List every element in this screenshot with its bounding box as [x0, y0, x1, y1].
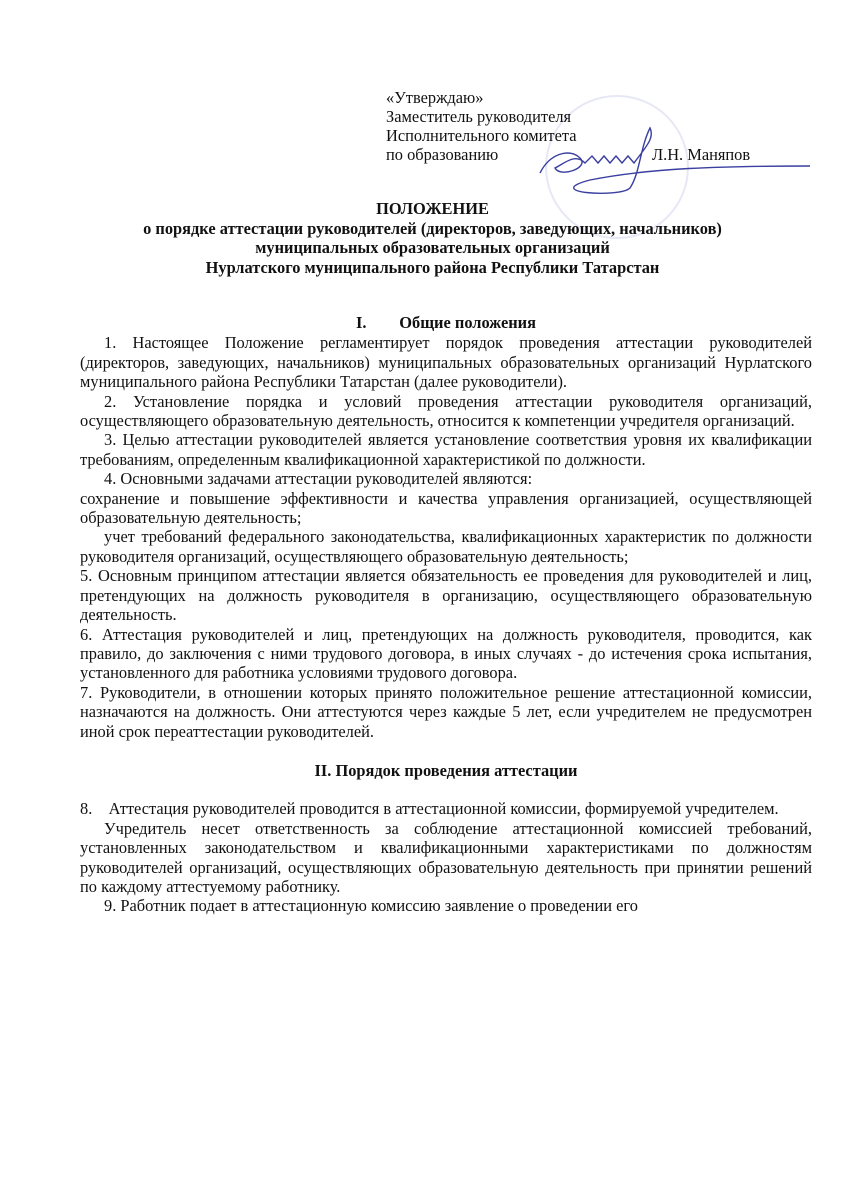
- title-heading: ПОЛОЖЕНИЕ: [376, 199, 489, 218]
- document-title: [0, 199, 865, 277]
- approval-line: по образованию: [386, 145, 499, 164]
- section-heading: II. Порядок проведения аттестации: [314, 760, 578, 780]
- section-heading: I. Общие положения: [356, 313, 536, 332]
- approval-line: «Утверждаю»: [386, 88, 484, 107]
- title-line: о порядке аттестации руководителей (директоров, заведующих, начальников): [143, 218, 722, 238]
- paragraph: 1. Настоящее Положение регламентирует порядок проведения аттестации руководителей (директоров, заведующих, начальников) муниципальных образовательных организаций Нурлатского муниципального района Республики Татарстан (далее руководители).: [80, 333, 812, 392]
- paragraph: 6. Аттестация руководителей и лиц, претендующих на должность руководителя, проводится, как правило, до заключения с ними трудового договора, в иных случаях - до истечения срока испытания, установленного для работника условиями трудового договора.: [80, 624, 812, 683]
- approval-line: Исполнительного комитета: [386, 126, 577, 145]
- paragraph: 4. Основными задачами аттестации руководителей являются:: [104, 469, 533, 489]
- paragraph: сохранение и повышение эффективности и качества управления организацией, осуществляющей образовательную деятельность;: [80, 488, 812, 528]
- paragraph: Учредитель несет ответственность за соблюдение аттестационной комиссией требований, установленных законодательством и квалификационными характеристиками по должностям руководителей организаций, осуществляющих образовательную деятельность при принятии решений по каждому аттестуемому работнику.: [80, 818, 812, 896]
- signatory-name: Л.Н. Маняпов: [652, 145, 751, 164]
- approval-line: Заместитель руководителя: [386, 107, 572, 126]
- paragraph: 7. Руководители, в отношении которых принято положительное решение аттестационной комиссии, назначаются на должность. Они аттестуются через каждые 5 лет, если учредителем не предусмотрен иной срок переаттестации руководителей.: [80, 682, 812, 741]
- paragraph: 8. Аттестация руководителей проводится в аттестационной комиссии, формируемой учредителем.: [80, 799, 779, 819]
- title-line: Нурлатского муниципального района Республики Татарстан: [205, 257, 660, 277]
- paragraph: 2. Установление порядка и условий проведения аттестации руководителя организаций, осуществляющего образовательную деятельность, относится к компетенции учредителя организаций.: [80, 391, 812, 431]
- title-line: муниципальных образовательных организаций: [255, 238, 610, 257]
- document-body: [80, 313, 812, 916]
- paragraph: 3. Целью аттестации руководителей является установление соответствия уровня их квалификации требованиям, определенным квалификационной характеристикой по должности.: [80, 430, 812, 469]
- paragraph: 9. Работник подает в аттестационную комиссию заявление о проведении его: [104, 896, 638, 916]
- paragraph: 5. Основным принципом аттестации является обязательность ее проведения для руководителей и лиц, претендующих на должность руководителя в организацию, осуществляющего образовательную деятельность.: [80, 566, 812, 625]
- paragraph: учет требований федерального законодательства, квалификационных характеристик по должности руководителя организаций, осуществляющего образовательную деятельность;: [80, 527, 812, 566]
